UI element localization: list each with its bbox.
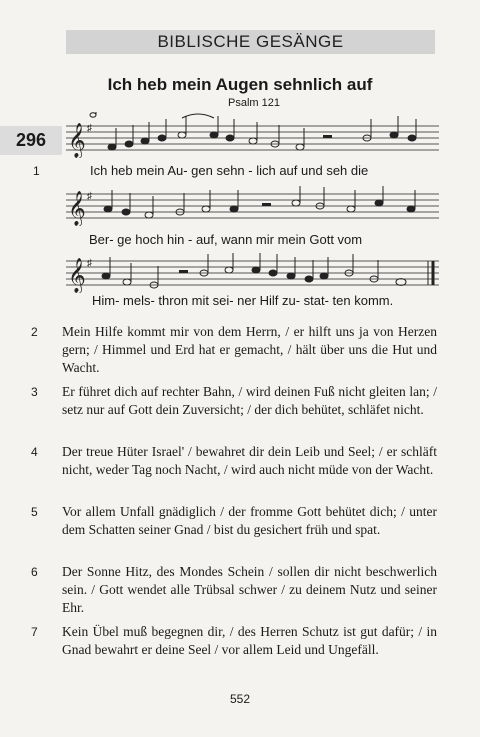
svg-text:𝄞: 𝄞 — [68, 258, 86, 293]
svg-text:♯: ♯ — [87, 191, 92, 202]
lyrics-line-3: Him- mels- thron mit sei- ner Hilf zu- stat- ten komm. — [92, 293, 394, 308]
stanza-number-2: 2 — [31, 325, 38, 339]
music-staff-1 — [66, 112, 439, 158]
lyrics-line-2: Ber- ge hoch hin - auf, wann mir mein Gott vom — [89, 232, 363, 247]
stanza-number-6: 6 — [31, 565, 38, 579]
stanza-5: Vor allem Unfall gnädiglich / der fromme Gott behütet dich; / unter dem Schatten seiner Gnad / bist du gesichert früh und spat. — [62, 504, 437, 537]
stanza-3: Er führet dich auf rechter Bahn, / wird deinen Fuß nicht gleiten lan; / setz nur auf Gott dein Zuversicht; / der dich behütet, schläfet nicht. — [62, 384, 437, 417]
hymn-source: Psalm 121 — [228, 97, 280, 109]
stanza-number-5: 5 — [31, 505, 38, 519]
stanza-7: Kein Übel muß begegnen dir, / des Herren Schutz ist gut dafür; / in Gnad bewahrt er deine Seel / vor allem Leid und Ungefäll. — [62, 624, 437, 657]
stanza-2: Mein Hilfe kommt mir von dem Herrn, / er hilft uns ja von Herzen gern; / Himmel und Erd hat er gemacht, / hält über uns die Hut und Wacht. — [62, 324, 437, 375]
music-staff-3 — [66, 253, 439, 293]
svg-text:♯: ♯ — [87, 123, 92, 134]
section-title: BIBLISCHE GESÄNGE — [157, 32, 344, 51]
hymn-number: 296 — [0, 126, 62, 155]
page-number: 552 — [229, 692, 251, 706]
svg-text:♯: ♯ — [87, 258, 92, 269]
verse-number-1: 1 — [33, 164, 40, 178]
stanza-number-4: 4 — [31, 445, 38, 459]
music-staff-2 — [66, 186, 439, 226]
stanza-number-3: 3 — [31, 385, 38, 399]
hymn-title: Ich heb mein Augen sehnlich auf — [107, 75, 373, 94]
stanza-4: Der treue Hüter Israel' / bewahret dir dein Leib und Seel; / er schläft nicht, weder Tag noch Nacht, / wird auch nicht müde von der Wacht. — [62, 444, 437, 477]
lyrics-line-1: Ich heb mein Au- gen sehn - lich auf und seh die — [90, 163, 369, 178]
stanza-6: Der Sonne Hitz, des Mondes Schein / sollen dir nicht beschwerlich sein. / Gott wendet alle Trübsal schwer / zu deinem Nutz und seiner Ehr. — [62, 564, 437, 615]
stanza-number-7: 7 — [31, 625, 38, 639]
svg-text:𝄞: 𝄞 — [68, 191, 86, 226]
section-header-bar — [66, 30, 435, 54]
svg-text:𝄞: 𝄞 — [68, 123, 86, 158]
